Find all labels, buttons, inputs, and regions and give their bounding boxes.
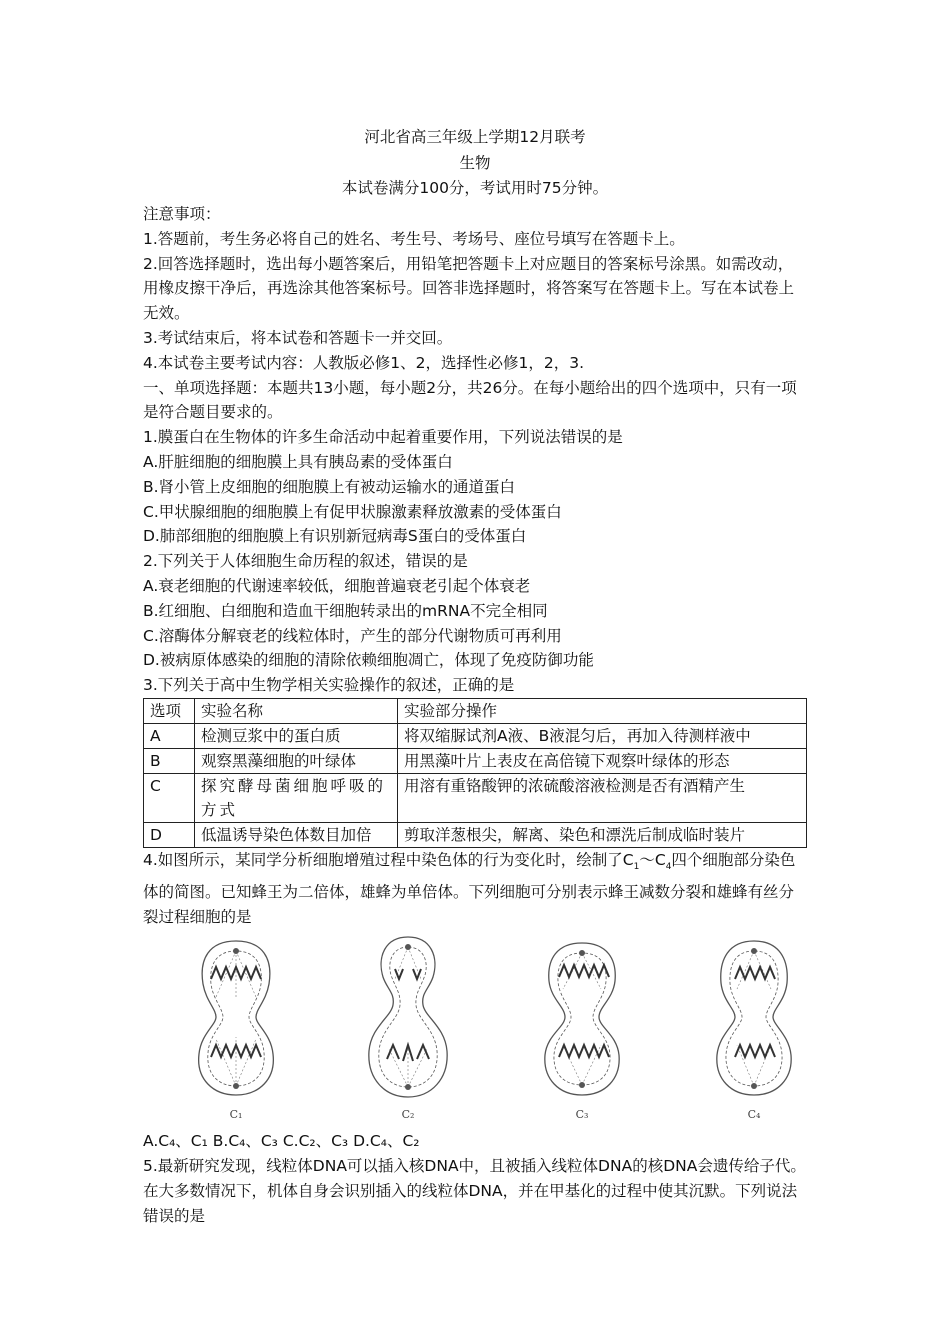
cell-label-c1: C₁: [229, 1107, 243, 1121]
question-1-option-a: A.肝脏细胞的细胞膜上具有胰岛素的受体蛋白: [143, 452, 453, 471]
question-2-option-b: B.红细胞、白细胞和造血干细胞转录出的mRNA不完全相同: [143, 601, 548, 620]
question-4-options: A.C₄、C₁ B.C₄、C₃ C.C₂、C₃ D.C₄、C₂: [143, 1132, 420, 1151]
question-1-option-b: B.肾小管上皮细胞的细胞膜上有被动运输水的通道蛋白: [143, 477, 516, 496]
cell-c4-illustration: [699, 929, 809, 1109]
cell-diagram-c3: [527, 929, 637, 1129]
table-row: [144, 822, 807, 847]
question-2-option-d: D.被病原体感染的细胞的清除依赖细胞凋亡，体现了免疫防御功能: [143, 651, 594, 670]
note-item: 4.本试卷主要考试内容：人教版必修1、2，选择性必修1，2，3.: [143, 353, 585, 372]
subscript: 4: [665, 862, 672, 873]
cell-c1-illustration: [181, 929, 291, 1109]
cell-diagram-c4: [699, 929, 809, 1129]
table-cell: A: [144, 723, 195, 748]
question-1-option-d: D.肺部细胞的细胞膜上有识别新冠病毒S蛋白的受体蛋白: [143, 527, 527, 546]
question-3-stem: 3.下列关于高中生物学相关实验操作的叙述，正确的是: [143, 676, 515, 695]
exam-title: 河北省高三年级上学期12月联考: [364, 128, 586, 146]
table-row: [144, 773, 807, 822]
subscript: 1: [633, 862, 640, 873]
question-5-stem: 5.最新研究发现，线粒体DNA可以插入核DNA中，且被插入线粒体DNA的核DNA会遗传给子代。在大多数情况下，机体自身会识别插入的线粒体DNA，并在甲基化的过程中使其沉默。下列说法错误的是: [143, 1157, 806, 1225]
cell-c3-illustration: [527, 929, 637, 1109]
table-cell: 探究酵母菌细胞呼吸的方式: [195, 773, 398, 822]
table-cell: 用黑藻叶片上表皮在高倍镜下观察叶绿体的形态: [398, 748, 807, 773]
table-cell: C: [144, 773, 195, 822]
question-4-stem: [143, 848, 807, 929]
table-header-cell: 实验部分操作: [398, 698, 807, 723]
cell-diagram-c1: [181, 929, 291, 1129]
cell-diagram-c2: [353, 929, 463, 1129]
question-4-stem-part: ～C: [639, 850, 666, 869]
table-cell: 低温诱导染色体数目加倍: [195, 822, 398, 847]
question-2-option-c: C.溶酶体分解衰老的线粒体时，产生的部分代谢物质可再利用: [143, 626, 562, 645]
cell-label-c2: C₂: [401, 1107, 415, 1121]
experiment-table: [143, 698, 807, 848]
table-row: [144, 748, 807, 773]
question-4-stem-part: 4.如图所示，某同学分析细胞增殖过程中染色体的行为变化时，绘制了C: [143, 850, 634, 869]
table-cell: 检测豆浆中的蛋白质: [195, 723, 398, 748]
cell-c2-illustration: [353, 929, 463, 1109]
table-header-cell: 选项: [144, 698, 195, 723]
table-cell: 用溶有重铬酸钾的浓硫酸溶液检测是否有酒精产生: [398, 773, 807, 822]
table-cell: D: [144, 822, 195, 847]
table-header-row: [144, 698, 807, 723]
question-4-stem-part: 四个细胞部分染色体的简图。已知蜂王为二倍体，雄蜂为单倍体。下列细胞可分别表示蜂王减数分裂和雄蜂有丝分裂过程细胞的是: [143, 850, 796, 926]
question-2-option-a: A.衰老细胞的代谢速率较低，细胞普遍衰老引起个体衰老: [143, 576, 531, 595]
table-cell: 将双缩脲试剂A液、B液混匀后，再加入待测样液中: [398, 723, 807, 748]
table-cell: 观察黑藻细胞的叶绿体: [195, 748, 398, 773]
cell-label-c3: C₃: [575, 1107, 589, 1121]
table-header-cell: 实验名称: [195, 698, 398, 723]
table-cell: B: [144, 748, 195, 773]
table-row: [144, 723, 807, 748]
cell-label-c4: C₄: [747, 1107, 761, 1121]
question-1-option-c: C.甲状腺细胞的细胞膜上有促甲状腺激素释放激素的受体蛋白: [143, 502, 562, 521]
exam-info: 本试卷满分100分，考试用时75分钟。: [341, 179, 609, 197]
note-item: 3.考试结束后，将本试卷和答题卡一并交回。: [143, 328, 453, 347]
note-item: 1.答题前，考生务必将自己的姓名、考生号、考场号、座位号填写在答题卡上。: [143, 229, 685, 248]
table-cell: 剪取洋葱根尖，解离、染色和漂洗后制成临时装片: [398, 822, 807, 847]
exam-content: [143, 202, 807, 1229]
cell-division-figure: [143, 929, 807, 1129]
question-1-stem: 1.膜蛋白在生物体的许多生命活动中起着重要作用，下列说法错误的是: [143, 428, 623, 447]
subject-title: 生物: [459, 154, 491, 172]
section-heading: 一、单项选择题：本题共13小题，每小题2分，共26分。在每小题给出的四个选项中，只有一项是符合题目要求的。: [143, 378, 797, 422]
note-item: 2.回答选择题时，选出每小题答案后，用铅笔把答题卡上对应题目的答案标号涂黑。如需改动，用橡皮擦干净后，再选涂其他答案标号。回答非选择题时，将答案写在答题卡上。写在本试卷上无效。: [143, 254, 795, 323]
notes-heading: 注意事项：: [143, 205, 221, 223]
question-2-stem: 2.下列关于人体细胞生命历程的叙述，错误的是: [143, 552, 468, 571]
